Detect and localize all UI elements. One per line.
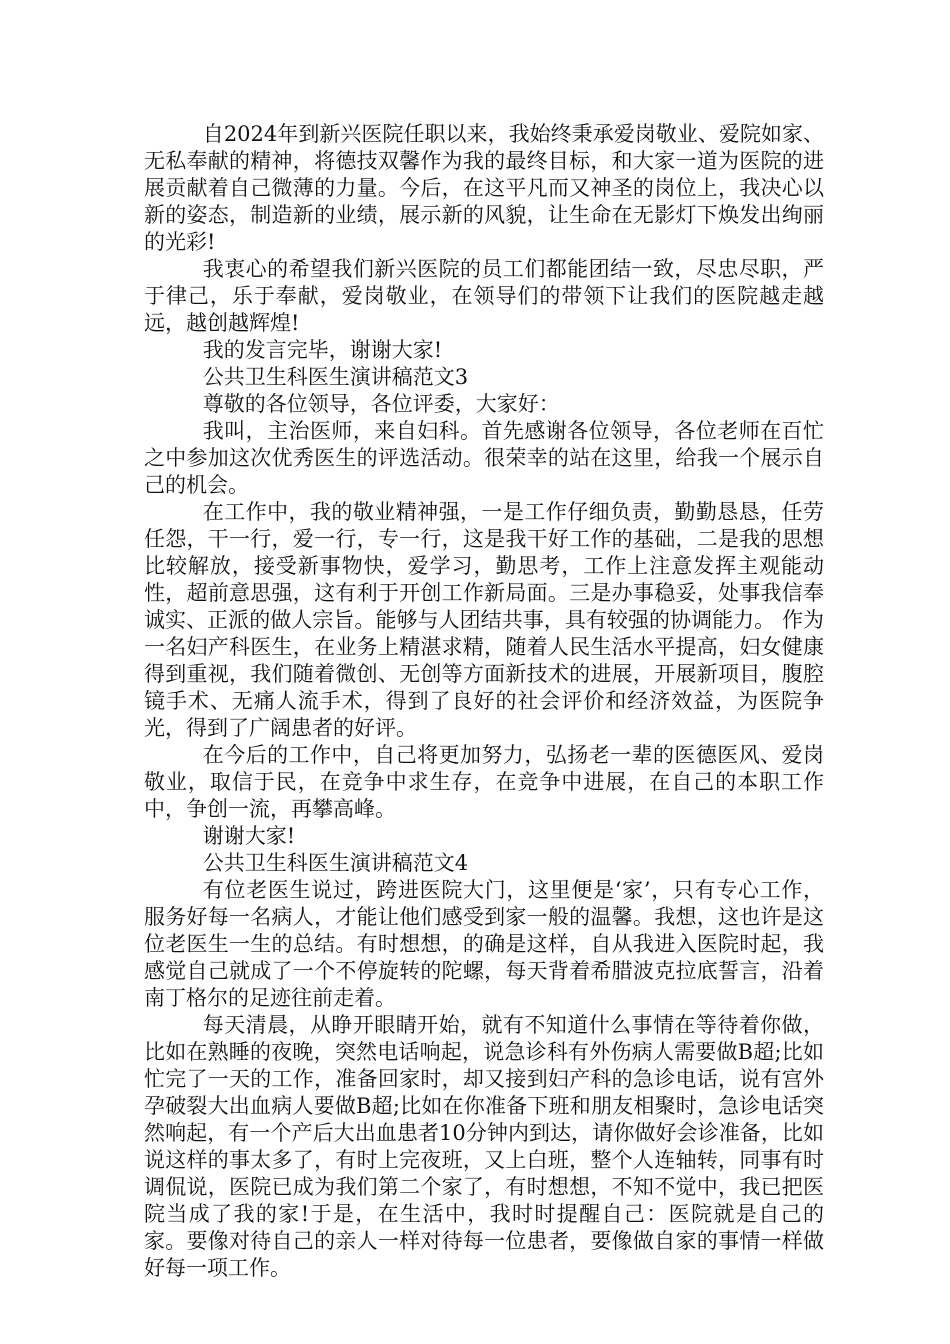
paragraph-2: 我衷心的希望我们新兴医院的员工们都能团结一致，尽忠尽职，严于律己，乐于奉献，爱岗敬业，在领导们的带领下让我们的医院越走越远，越创越辉煌! [144,257,824,335]
paragraph-3: 我的发言完毕，谢谢大家! [202,338,443,362]
paragraph-6: 在今后的工作中，自己将更加努力，弘扬老一辈的医德医风、爱岗敬业，取信于民，在竞争中求生存，在竞争中进展，在自己的本职工作中，争创一流，再攀高峰。 [144,743,824,821]
paragraph-8: 有位老医生说过，跨进医院大门，这里便是‘家’，只有专心工作，服务好每一名病人，才能让他们感受到家一般的温馨。我想，这也许是这位老医生一生的总结。有时想想，的确是这样，自从我进入医院时起，我感觉自己就成了一个不停旋转的陀螺，每天背着希腊波克拉底誓言，沿着南丁格尔的足迹往前走着。 [144,878,824,1010]
section-heading-3: 公共卫生科医生演讲稿范文3 [202,365,469,389]
paragraph-1: 自2024年到新兴医院任职以来，我始终秉承爱岗敬业、爱院如家、无私奉献的精神，将德技双馨作为我的最终目标，和大家一道为医院的进展贡献着自己微薄的力量。今后，在这平凡而又神圣的岗位上，我决心以新的姿态，制造新的业绩，展示新的风貌，让生命在无影灯下焕发出绚丽的光彩! [144,122,824,254]
section-heading-4: 公共卫生科医生演讲稿范文4 [202,851,469,875]
paragraph-5: 在工作中，我的敬业精神强，一是工作仔细负责，勤勤恳恳，任劳任怨，干一行，爱一行，专一行，这是我干好工作的基础，二是我的思想比较解放，接受新事物快，爱学习，勤思考，工作上注意发挥主观能动性，超前意思强，这有利于开创工作新局面。三是办事稳妥，处事我信奉诚实、正派的做人宗旨。能够与人团结共事，具有较强的协调能力。 作为一名妇产科医生，在业务上精湛求精，随着人民生活水平提高，妇女健康得到重视，我们随着微创、无创等方面新技术的进展，开展新项目，腹腔镜手术、无痛人流手术，得到了良好的社会评价和经济效益，为医院争光，得到了广阔患者的好评。 [144,500,824,740]
paragraph-9: 每天清晨，从睁开眼睛开始，就有不知道什么事情在等待着你做，比如在熟睡的夜晚，突然电话响起，说急诊科有外伤病人需要做B超;比如忙完了一天的工作，准备回家时，却又接到妇产科的急诊电话，说有宫外孕破裂大出血病人要做B超;比如在你准备下班和朋友相聚时，急诊电话突然响起，有一个产后大出血患者10分钟内到达，请你做好会诊准备，比如说这样的事太多了，有时上完夜班，又上白班，整个人连轴转，同事有时调侃说，医院已成为我们第二个家了，有时想想，不知不觉中，我已把医院当成了我的家!于是，在生活中，我时时提醒自己：医院就是自己的家。要像对待自己的亲人一样对待每一位患者，要像做自家的事情一样做好每一项工作。 [144,1013,824,1280]
document-page [144,121,824,1282]
paragraph-4: 我叫，主治医师，来自妇科。首先感谢各位领导，各位老师在百忙之中参加这次优秀医生的评选活动。很荣幸的站在这里，给我一个展示自己的机会。 [144,419,824,497]
paragraph-greeting: 尊敬的各位领导，各位评委，大家好： [202,392,560,416]
paragraph-7: 谢谢大家! [202,824,296,848]
